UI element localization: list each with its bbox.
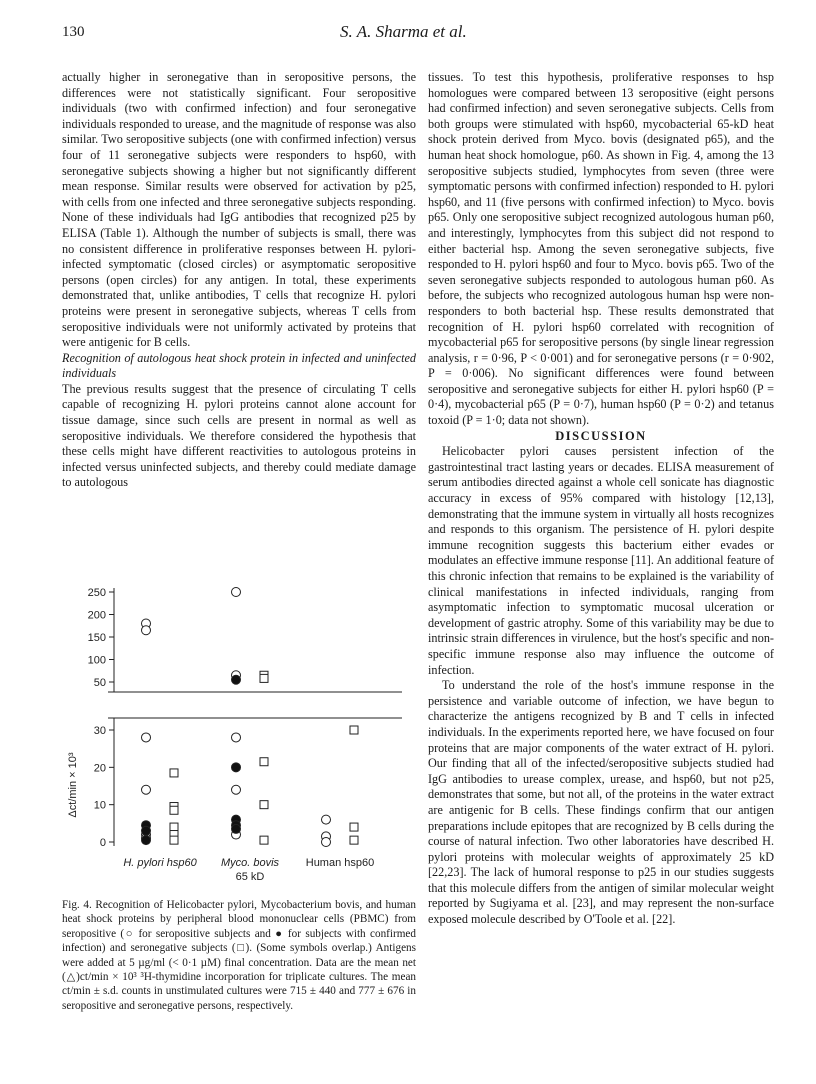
marker-2-7: [260, 674, 268, 682]
fig4-chart: [62, 580, 416, 892]
right-paragraph-1: tissues. To test this hypothesis, proliferative responses to hsp homologues were compared between 13 seropositive (eight persons had confirmed infection) and seven seronegative subjects. Cells from both groups were stimulated with hsp60, mycobacterial 65-kD heat shock protein derived from Myco. bovis (designated p65), and the human heat shock homologue, p60. As shown in Fig. 4, among the 13 seropositive subjects studied, lymphocytes from seven (three were symptomatic persons with confirmed infection) responded to H. pylori hsp60, and 11 (five persons with confirmed infection) to Myco. bovis p65. Only one seropositive subject recognized autologous human p60, and interestingly, lymphocytes from this subject did not respond to either bacterial hsp. Among the seven seronegative subjects, five responded to H. pylori hsp60 and four to Myco. bovis p65. Two of the seven seronegative subjects responded to autologous human p60. As before, the subjects who recognized autologous human hsp were non-responders to both bacterial hsp. These results demonstrated that recognition of H. pylori hsp60 correlated with recognition of mycobacterial p65 for seropositive persons (by single linear regression analysis, r = 0·96, P < 0·001) and for seronegative persons (r = 0·902, P = 0·006). No significant differences were found between seropositive and seronegative subjects for either H. pylori hsp60 (P = 0·4), mycobacterial p65 (P = 0·7), human hsp60 (P = 0·2) and tetanus toxoid (P = 1·0; data not shown).: [428, 70, 774, 428]
discussion-heading: DISCUSSION: [555, 428, 647, 443]
marker-1-4: [232, 763, 241, 772]
section-heading: Recognition of autologous heat shock protein in infected and uninfected individuals: [62, 350, 416, 381]
marker-0-13: [322, 838, 331, 847]
category-label-0: H. pylori hsp60: [123, 857, 197, 869]
marker-2-2: [170, 806, 178, 814]
y-tick-upper-50-label: 50: [93, 677, 106, 689]
marker-2-0: [170, 769, 178, 777]
category-label-1: Myco. bovis: [220, 857, 280, 869]
marker-2-9: [260, 801, 268, 809]
left-paragraph-1: actually higher in seronegative than in seropositive persons, the differences were not statistically significant. Four seropositive individuals (two with confirmed infection) and four seronegative individuals responded to urease, and the magnitude of response was also similar. Two seropositive subjects (one with confirmed infection) versus four of 11 seronegative subjects were responders to hsp60, with seronegative subjects showing a higher but not significantly different mean response. Similar results were observed for activation by p25, with cells from one infected and three seronegative subjects responding. None of these individuals had IgG antibodies that recognized p25 by ELISA (Table 1). Although the number of subjects is small, there was no consistent difference in proliferative responses between H. pylori-infected symptomatic (closed circles) or asymptomatic seropositive persons (open circles) for any antigen. In total, these experiments demonstrated that, unlike antibodies, T cells that recognize H. pylori proteins were present in seronegative subjects, whereas T cells from seropositive individuals were not uniformly activated by proteins that were antigenic for B cells.: [62, 70, 416, 350]
marker-2-11: [350, 726, 358, 734]
y-tick-lower-0-label: 0: [99, 837, 106, 849]
category-label-2: Human hsp60: [305, 857, 375, 869]
marker-0-11: [322, 815, 331, 824]
y-tick-upper-200-label: 200: [87, 609, 106, 622]
marker-2-8: [260, 758, 268, 766]
figure-caption-text: Fig. 4. Recognition of Helicobacter pylori, Mycobacterium bovis, and human heat shock proteins by peripheral blood mononuclear cells (PBMC) from seropositive (○ for seropositive subjects and ● for subjects with confirmed infection) and seronegative subjects (□). (Some symbols overlap.) Antigens were added at 5 µg/ml (< 0·1 µM) final concentration. Data are the mean net (△)ct/min × 10³ ³H-thymidine incorporation for triplicate cultures. The mean ct/min ± s.d. counts in unstimulated cultures were 715 ± 440 and 777 ± 676 in seropositive and seronegative persons, respectively.: [62, 899, 416, 1012]
right-column: [428, 70, 774, 928]
y-tick-lower-30-label: 30: [93, 725, 106, 737]
marker-0-2: [142, 733, 151, 742]
figure-caption: [62, 898, 416, 1013]
page-number: 130: [62, 24, 85, 40]
marker-0-8: [232, 733, 241, 742]
y-tick-lower-10-label: 10: [93, 799, 106, 812]
marker-1-1: [142, 826, 151, 835]
discussion-paragraph-1: Helicobacter pylori causes persistent infection of the gastrointestinal tract lasting years or decades. ELISA measurement of serum antibodies directed against a whole cell sonicate has diagnostic accuracy in excess of 95% compared with histology [12,13], demonstrating that the immune system in virtually all hosts recognizes and responds to this organism. The persistence of H. pylori despite immune recognition suggests this bacterium either evades or modulates an effective immune response [11]. An additional feature of this chronic infection that remains to be explained is the variability of clinical manifestations in infected individuals, ranging from asymptomatic infection to symptomatic mucosal ulceration or development of gastric atrophy. Some of this variability may be due to intrinsic strain differences in virulence, but the host's specific and non-specific immune response also may influence the outcome of infection.: [428, 444, 774, 677]
marker-0-3: [142, 785, 151, 794]
left-column: [62, 70, 416, 491]
figure-4: [62, 580, 416, 892]
marker-2-10: [260, 836, 268, 844]
marker-0-1: [142, 626, 151, 635]
marker-2-3: [170, 823, 178, 831]
marker-1-3: [232, 675, 241, 684]
marker-0-9: [232, 785, 241, 794]
marker-0-6: [232, 588, 241, 597]
discussion-paragraph-2: To understand the role of the host's immune response in the persistence and variable outcome of infection, we have begun to characterize the antigens recognized by B and T cells in infected individuals. In the experiments reported here, we have focused on four proteins that are major components of the water extract of H. pylori. Our finding that all of the infected/seropositive subjects studied had IgG antibodies to urease complex, urease, and hsp60, but not p25, demonstrates that some, but not all, of the proteins in the water extract are antigenic for B cells. These findings confirm that our antigen preparations include epitopes that are recognized by B cells during the course of natural infection. Two other laboratories have described H. pylori proteins with molecular weights of approximately 25 kD [22,23]. The lack of humoral response to p25 in our studies suggests that this molecule differs from the antigen of similar molecular weight reported by Sugiyama et al. [23], and may represent the non-surface exposed molecule described by O'Toole et al. [22].: [428, 678, 774, 927]
y-tick-upper-100-label: 100: [87, 654, 106, 667]
y-axis-title: Δct/min × 10³: [67, 752, 79, 818]
running-head: S. A. Sharma et al.: [340, 22, 467, 41]
left-paragraph-2: The previous results suggest that the presence of circulating T cells capable of recognizing H. pylori proteins cannot alone account for tissue damage, since such cells are present in normal as well as seropositive individuals. We therefore considered the hypothesis that these cells might have different reactivities to autologous proteins in infected versus uninfected subjects, and thereby could mediate damage to autologous: [62, 381, 416, 490]
y-tick-lower-20-label: 20: [93, 762, 106, 775]
marker-2-13: [350, 836, 358, 844]
marker-2-5: [170, 836, 178, 844]
marker-1-7: [232, 824, 241, 833]
y-tick-upper-250-label: 250: [87, 587, 106, 599]
marker-2-12: [350, 823, 358, 831]
category-sublabel-1: 65 kD: [235, 871, 265, 883]
marker-1-2: [142, 836, 151, 845]
y-tick-upper-150-label: 150: [87, 632, 106, 644]
